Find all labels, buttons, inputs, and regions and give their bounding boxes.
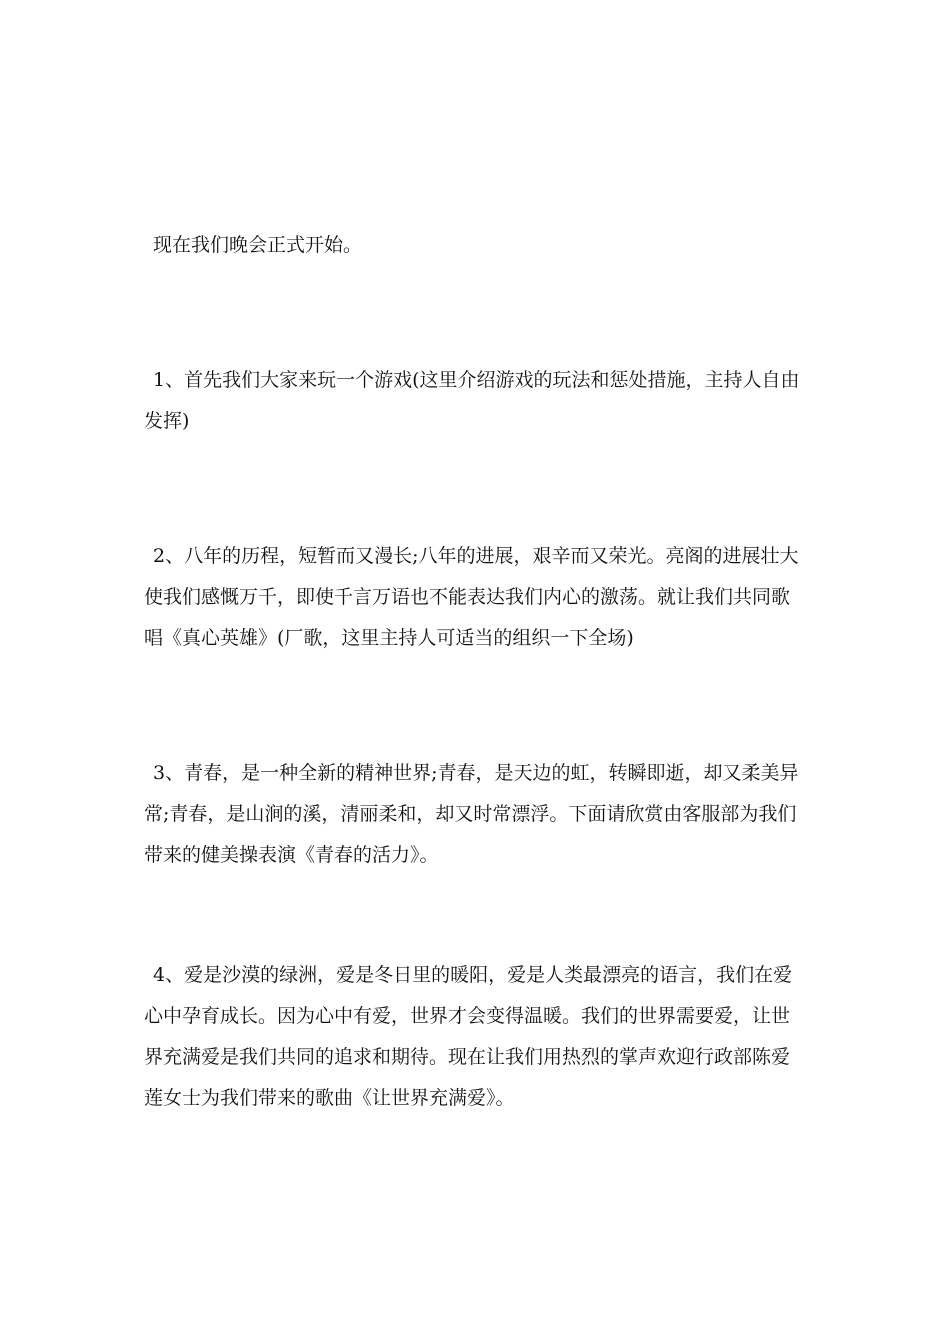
- paragraph-opening: 现在我们晚会正式开始。: [153, 234, 363, 256]
- paragraph-item-2: 2、八年的历程，短暂而又漫长;八年的进展，艰辛而又荣光。亮阁的进展壮大使我们感慨万千，即使千言万语也不能表达我们内心的激荡。就让我们共同歌唱《真心英雄》(厂歌，这里主持人可适当的组织一下全场): [144, 545, 799, 649]
- paragraph-item-3: 3、青春，是一种全新的精神世界;青春，是天边的虹，转瞬即逝，却又柔美异常;青春，是山涧的溪，清丽柔和，却又时常漂浮。下面请欣赏由客服部为我们带来的健美操表演《青春的活力》。: [144, 762, 799, 866]
- paragraph-item-1: 1、首先我们大家来玩一个游戏(这里介绍游戏的玩法和惩处措施，主持人自由发挥): [144, 369, 800, 432]
- paragraph-item-4: 4、爱是沙漠的绿洲，爱是冬日里的暖阳，爱是人类最漂亮的语言，我们在爱心中孕育成长。因为心中有爱，世界才会变得温暖。我们的世界需要爱，让世界充满爱是我们共同的追求和期待。现在让我们用热烈的掌声欢迎行政部陈爱莲女士为我们带来的歌曲《让世界充满爱》。: [144, 964, 793, 1109]
